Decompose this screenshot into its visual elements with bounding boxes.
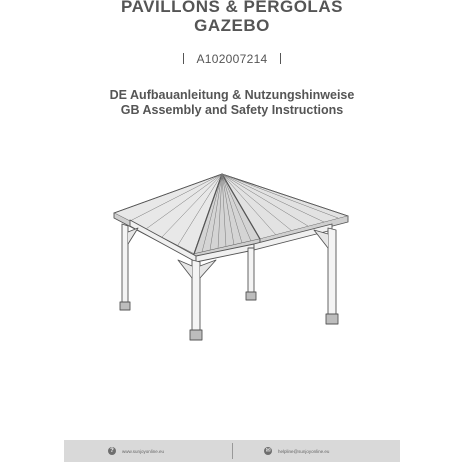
subtitle-de: DE Aufbauanleitung & Nutzungshinweise <box>109 88 355 102</box>
footer-website[interactable]: www.sunjoyonline.eu <box>122 448 165 454</box>
article-number: A102007214 <box>196 52 268 66</box>
separator-bar-right <box>280 53 281 64</box>
separator-bar-left <box>183 53 184 64</box>
post-base-right <box>326 314 338 324</box>
brace-front-right <box>200 260 216 278</box>
question-icon: ? <box>108 447 116 455</box>
title-line-2: GAZEBO <box>194 16 270 35</box>
post-base-front <box>190 330 202 340</box>
mail-icon: ✉ <box>265 448 271 454</box>
post-left-back <box>122 224 128 310</box>
brace-right <box>314 230 328 248</box>
gazebo-illustration <box>100 168 364 348</box>
post-front <box>192 260 200 338</box>
post-base-middle <box>246 292 256 300</box>
post-right <box>328 228 336 322</box>
subtitle-gb: GB Assembly and Safety Instructions <box>120 103 344 117</box>
footer-divider <box>232 443 233 459</box>
post-middle <box>248 248 254 298</box>
footer-website-item[interactable] <box>108 446 164 456</box>
post-base-left <box>120 302 130 310</box>
footer-email-item[interactable] <box>264 446 329 456</box>
brace-front-left <box>178 260 192 278</box>
footer-bar <box>64 440 400 462</box>
article-number-line <box>0 52 464 66</box>
footer-email[interactable]: helpline@sunjoyonline.eu <box>278 448 330 454</box>
brace-left <box>128 228 138 244</box>
title-line-1: PAVILLONS & PERGOLAS <box>121 0 343 16</box>
